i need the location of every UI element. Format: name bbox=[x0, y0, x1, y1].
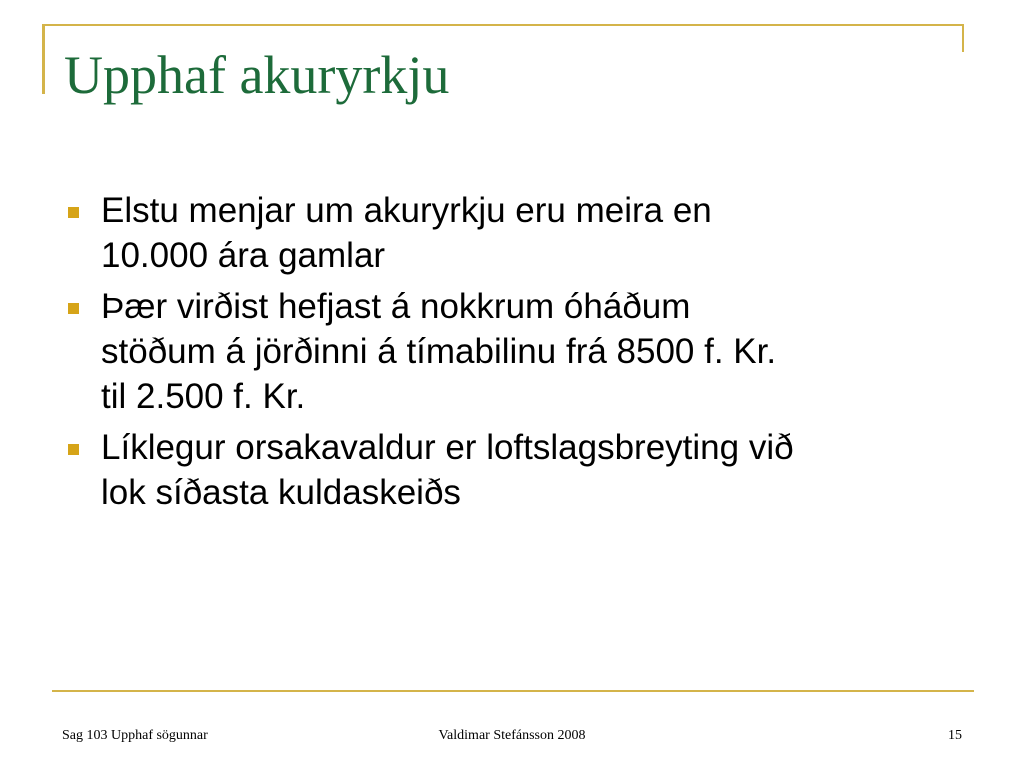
bullet-item bbox=[68, 425, 958, 515]
frame-left-line bbox=[42, 24, 45, 94]
frame-right-line bbox=[962, 24, 964, 52]
bullet-line: 10.000 ára gamlar bbox=[101, 236, 386, 275]
footer-page-number: 15 bbox=[948, 728, 962, 743]
footer-divider bbox=[52, 690, 974, 692]
bullet-line: Líklegur orsakavaldur er loftslagsbreyting við bbox=[101, 428, 794, 467]
bullet-line: stöðum á jörðinni á tímabilinu frá 8500 f. Kr. bbox=[101, 332, 777, 371]
bullet-line: Elstu menjar um akuryrkju eru meira en bbox=[101, 191, 712, 230]
slide-title: Upphaf akuryrkju bbox=[64, 45, 450, 105]
bullet-list bbox=[68, 188, 958, 521]
bullet-item bbox=[68, 188, 958, 278]
frame-top-line bbox=[42, 24, 964, 26]
bullet-square-icon bbox=[68, 303, 79, 314]
bullet-square-icon bbox=[68, 207, 79, 218]
bullet-square-icon bbox=[68, 444, 79, 455]
bullet-line: lok síðasta kuldaskeiðs bbox=[101, 473, 461, 512]
footer-author: Valdimar Stefánsson 2008 bbox=[438, 728, 586, 743]
bullet-item bbox=[68, 284, 958, 419]
footer-course: Sag 103 Upphaf sögunnar bbox=[62, 728, 208, 743]
bullet-line: Þær virðist hefjast á nokkrum óháðum bbox=[101, 287, 691, 326]
bullet-line: til 2.500 f. Kr. bbox=[101, 377, 306, 416]
